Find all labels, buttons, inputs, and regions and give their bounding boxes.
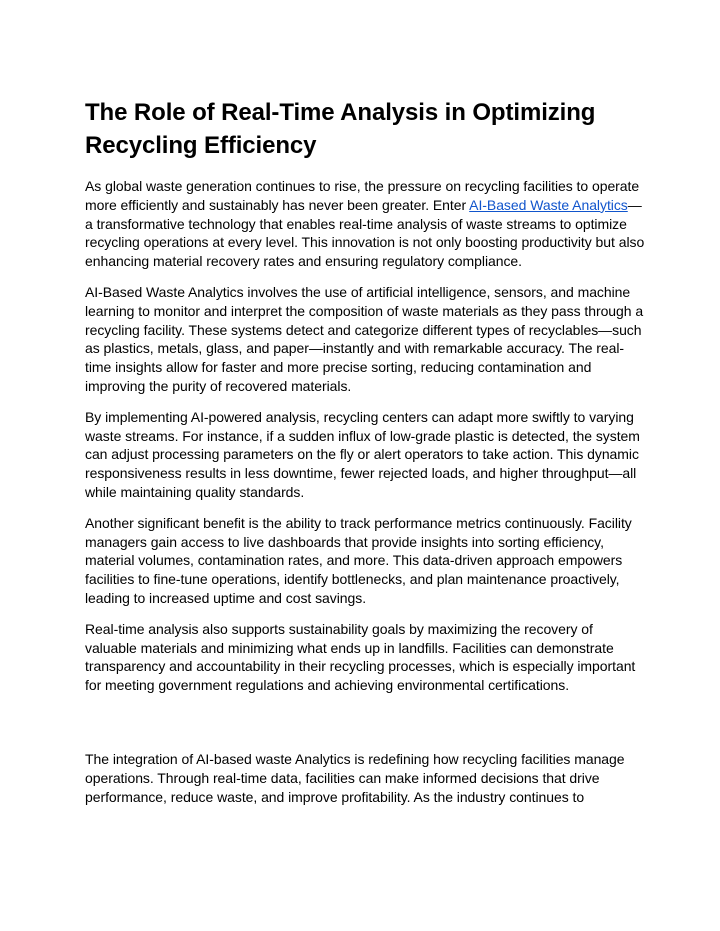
body-paragraph-2: By implementing AI-powered analysis, recycling centers can adapt more swiftly to varying waste streams. For instance, if a sudden influx of low-grade plastic is detected, the system can adjust processing parameters on the fly or alert operators to take action. This dynamic responsiveness results in less downtime, fewer rejected loads, and higher throughput—all while maintaining quality standards.	[85, 408, 640, 500]
intro-paragraph	[85, 177, 645, 271]
body-paragraph-3: Another significant benefit is the ability to track performance metrics continuously. Facility managers gain access to live dashboards that provide insights into sorting efficiency, material volumes, contamination rates, and more. This data-driven approach empowers facilities to fine-tune operations, identify bottlenecks, and plan maintenance proactively, leading to increased uptime and cost savings.	[85, 514, 632, 606]
body-paragraph-4: Real-time analysis also supports sustainability goals by maximizing the recovery of valuable materials and minimizing what ends up in landfills. Facilities can demonstrate transparency and accountability in their recycling processes, which is especially important for meeting government regulations and achieving environmental certifications.	[85, 620, 636, 694]
document-title: The Role of Real-Time Analysis in Optimizing Recycling Efficiency	[85, 99, 596, 159]
body-paragraph-1: AI-Based Waste Analytics involves the use of artificial intelligence, sensors, and machine learning to monitor and interpret the composition of waste materials as they pass through a recycling facility. These systems detect and categorize different types of recyclables—such as plastics, metals, glass, and paper—instantly and with remarkable accuracy. The real-time insights allow for faster and more precise sorting, reducing contamination and improving the purity of recovered materials.	[85, 283, 644, 394]
intro-text-after-link: —a transformative technology that enables real-time analysis of waste streams to optimize recycling operations at every level. This innovation is not only boosting productivity but also enhancing material recovery rates and ensuring regulatory compliance.	[85, 196, 645, 270]
conclusion-paragraph: The integration of AI-based waste Analytics is redefining how recycling facilities manage operations. Through real-time data, facilities can make informed decisions that drive performance, reduce waste, and improve profitability. As the industry continues to	[85, 750, 625, 805]
ai-based-waste-analytics-link[interactable]: AI-Based Waste Analytics	[469, 196, 628, 213]
intro-text-before-link: As global waste generation continues to rise, the pressure on recycling facilities to operate more efficiently and sustainably has never been greater. Enter	[85, 178, 640, 213]
paragraph-spacer	[85, 707, 645, 750]
document-page	[85, 96, 645, 818]
